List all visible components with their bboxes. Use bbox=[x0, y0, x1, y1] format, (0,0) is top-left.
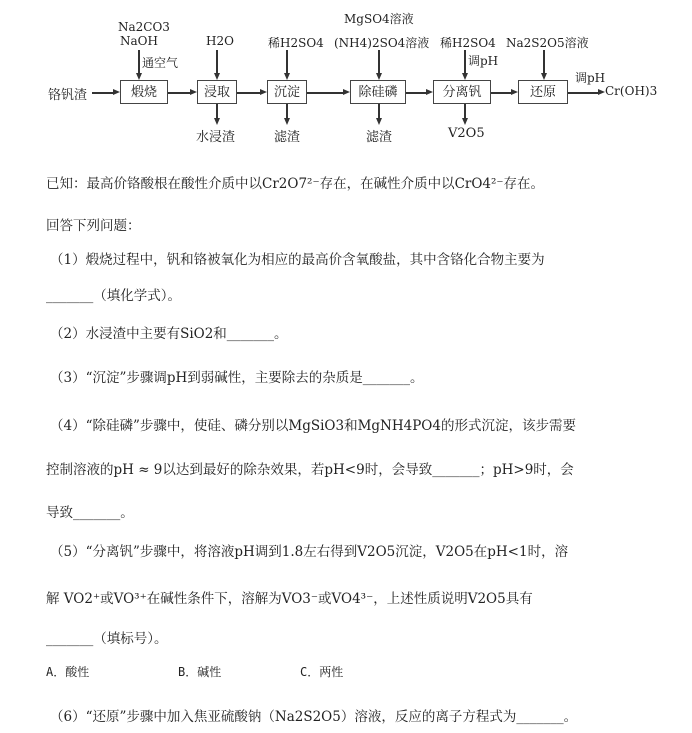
output-filter-residue-1: 滤渣 bbox=[274, 130, 301, 145]
output-filter-residue-2: 滤渣 bbox=[366, 130, 393, 145]
option-b: B．碱性 bbox=[178, 665, 222, 679]
q5-line2: 解 VO2⁺或VO³⁺在碱性条件下，溶解为VO3⁻或VO4³⁻，上述性质说明V2O5具有 bbox=[46, 591, 533, 607]
q6: （6）“还原”步骤中加入焦亚硫酸钠（Na2S2O5）溶液，反应的离子方程式为_______。 bbox=[50, 709, 578, 725]
input-h2o: H2O bbox=[206, 34, 234, 48]
step-calcine: 煅烧 bbox=[120, 80, 168, 104]
step-separate-v: 分离钒 bbox=[433, 80, 491, 104]
step-precipitate: 沉淀 bbox=[267, 80, 307, 104]
option-a: A．酸性 bbox=[46, 665, 90, 679]
q1-line1: （1）煅烧过程中，钒和铬被氧化为相应的最高价含氧酸盐，其中含铬化合物主要为 bbox=[50, 252, 545, 268]
output-leach-residue: 水浸渣 bbox=[196, 130, 236, 145]
raw-material: 铬钒渣 bbox=[48, 88, 88, 103]
q5-line3: _______（填标号）。 bbox=[46, 631, 168, 647]
step-remove-si-p: 除硅磷 bbox=[350, 80, 406, 104]
q4-line3: 导致_______。 bbox=[46, 505, 134, 521]
step-reduce: 还原 bbox=[518, 80, 568, 104]
known-info: 已知：最高价铬酸根在酸性介质中以Cr2O7²⁻存在，在碱性介质中以CrO4²⁻存在。 bbox=[46, 176, 545, 192]
input-mgso4: MgSO4溶液 bbox=[344, 12, 414, 26]
q4-line1: （4）“除硅磷”步骤中，使硅、磷分别以MgSiO3和MgNH4PO4的形式沉淀，该步需要 bbox=[50, 418, 576, 434]
product-label: Cr(OH)3 bbox=[605, 84, 658, 98]
input-na2s2o5: Na2S2O5溶液 bbox=[506, 36, 589, 50]
input-nh42so4: (NH4)2SO4溶液 bbox=[334, 36, 430, 50]
step-leach: 浸取 bbox=[197, 80, 237, 104]
input-adjust-ph: 调pH bbox=[468, 54, 499, 68]
adjust-ph-label: 调pH bbox=[575, 71, 606, 85]
output-v2o5: V2O5 bbox=[448, 126, 485, 141]
q4-line2: 控制溶液的pH ≈ 9以达到最好的除杂效果，若pH<9时，会导致_______；pH>9时，会 bbox=[46, 462, 574, 478]
input-h2so4-2: 稀H2SO4 bbox=[440, 36, 496, 50]
intro: 回答下列问题： bbox=[46, 218, 141, 234]
input-air: 通空气 bbox=[142, 56, 179, 70]
input-h2so4: 稀H2SO4 bbox=[268, 36, 324, 50]
input-na2co3: Na2CO3 bbox=[118, 20, 170, 34]
q5-line1: （5）“分离钒”步骤中，将溶液pH调到1.8左右得到V2O5沉淀，V2O5在pH<1时，溶 bbox=[50, 544, 569, 560]
q2: （2）水浸渣中主要有SiO2和_______。 bbox=[50, 326, 288, 342]
q1-line2: _______（填化学式）。 bbox=[46, 288, 181, 304]
input-naoh: NaOH bbox=[120, 34, 158, 48]
option-c: C．两性 bbox=[300, 665, 344, 679]
q3: （3）“沉淀”步骤调pH到弱碱性，主要除去的杂质是_______。 bbox=[50, 370, 424, 386]
